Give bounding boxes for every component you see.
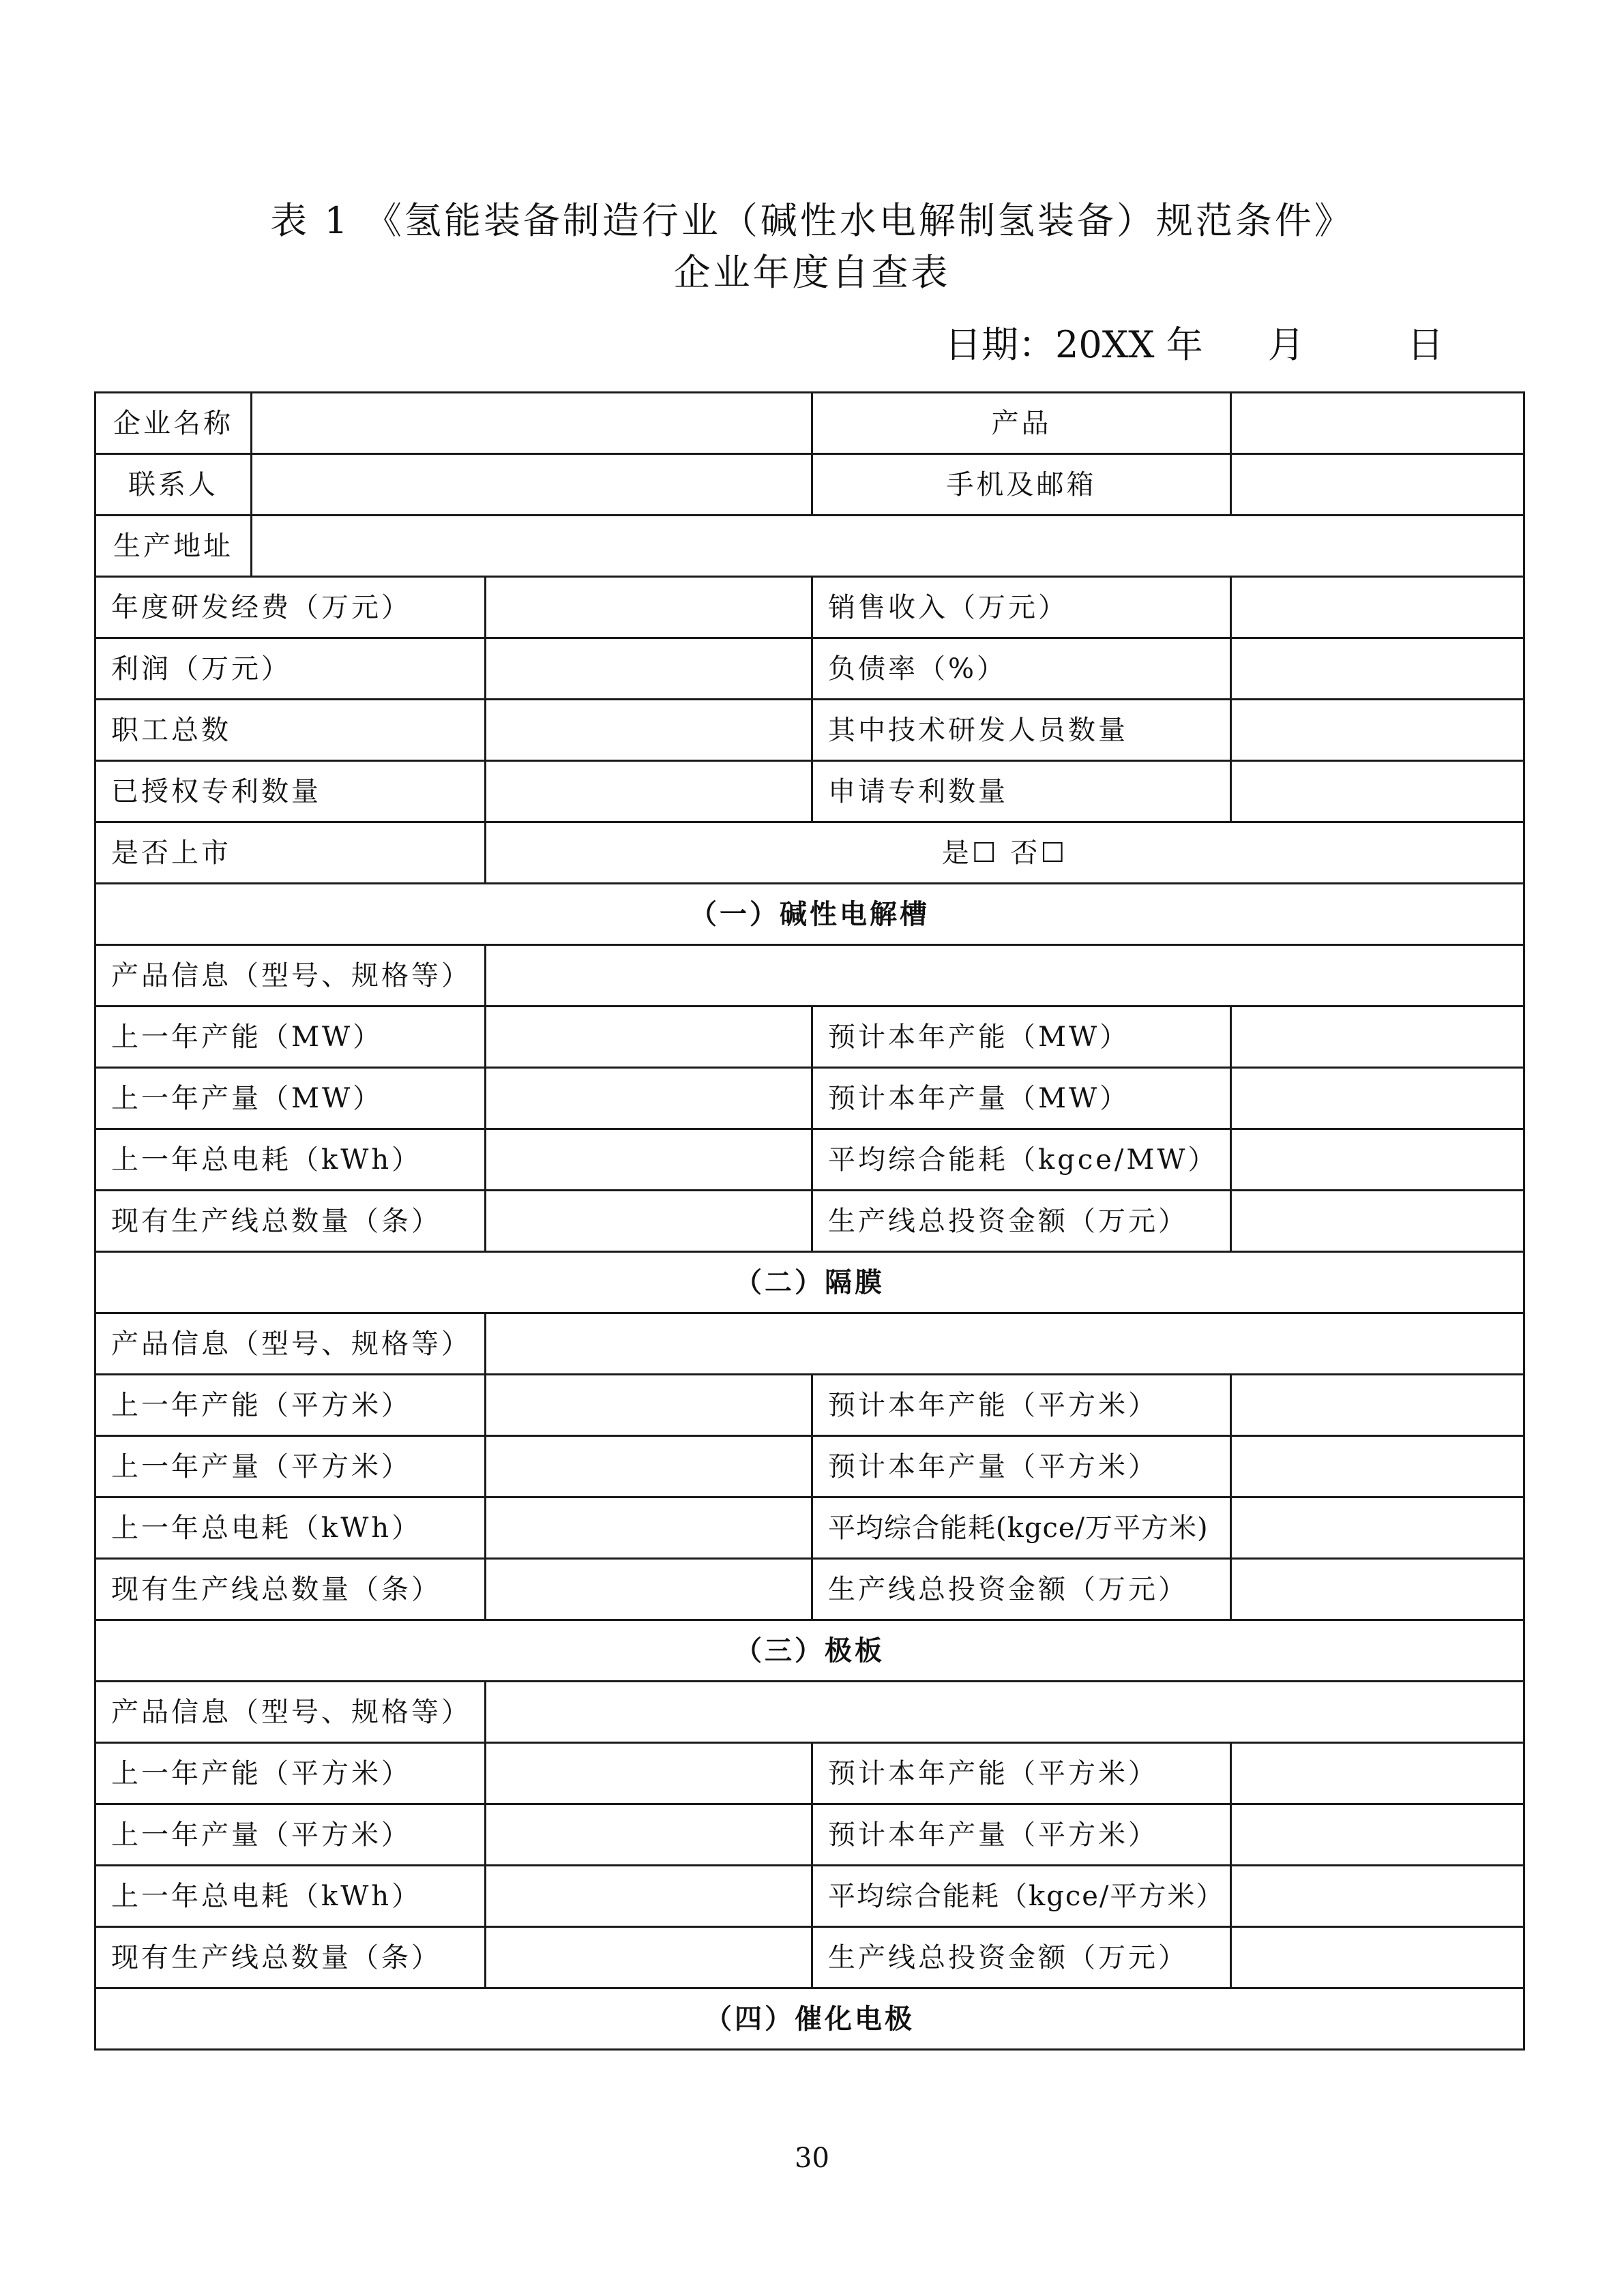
contact-label: 联系人	[95, 454, 252, 516]
table-row	[95, 822, 1524, 884]
row-label-left: 上一年产能（MW）	[95, 1007, 486, 1068]
table-row	[95, 1436, 1524, 1497]
value-field[interactable]	[1231, 1866, 1524, 1927]
table-row	[95, 1497, 1524, 1559]
table-row	[95, 516, 1524, 577]
row-label-right: 预计本年产量（MW）	[812, 1068, 1231, 1129]
address-label: 生产地址	[95, 516, 252, 577]
product-info-field[interactable]	[486, 1313, 1524, 1375]
date-month: 月	[1267, 323, 1305, 366]
section-title: （二）隔膜	[95, 1252, 1524, 1313]
section-title: （一）碱性电解槽	[95, 884, 1524, 945]
table-row	[95, 1743, 1524, 1804]
value-field[interactable]	[1231, 1559, 1524, 1620]
row-label-left: 上一年总电耗（kWh）	[95, 1866, 486, 1927]
table-row	[95, 700, 1524, 761]
value-field[interactable]	[1231, 1068, 1524, 1129]
table-subtitle: 企业年度自查表	[673, 251, 951, 294]
table-row	[95, 454, 1524, 516]
rd-staff-label: 其中技术研发人员数量	[812, 700, 1231, 761]
self-check-table	[94, 391, 1525, 2051]
product-info-field[interactable]	[486, 1682, 1524, 1743]
date-day: 日	[1406, 323, 1444, 366]
company-name-label: 企业名称	[95, 393, 252, 454]
row-label-right: 预计本年产能（平方米）	[812, 1743, 1231, 1804]
rd-expense-label: 年度研发经费（万元）	[95, 577, 486, 638]
row-label-right: 生产线总投资金额（万元）	[812, 1191, 1231, 1252]
row-label-left: 现有生产线总数量（条）	[95, 1559, 486, 1620]
patent-granted-field[interactable]	[486, 761, 812, 822]
value-field[interactable]	[1231, 1804, 1524, 1866]
table-row	[95, 1252, 1524, 1313]
table-row	[95, 1682, 1524, 1743]
patent-granted-label: 已授权专利数量	[95, 761, 486, 822]
sales-label: 销售收入（万元）	[812, 577, 1231, 638]
value-field[interactable]	[1231, 1743, 1524, 1804]
value-field[interactable]	[486, 1007, 812, 1068]
patent-applied-label: 申请专利数量	[812, 761, 1231, 822]
row-label-right: 平均综合能耗（kgce/MW）	[812, 1129, 1231, 1191]
table-row	[95, 1313, 1524, 1375]
staff-total-field[interactable]	[486, 700, 812, 761]
row-label-right: 预计本年产量（平方米）	[812, 1804, 1231, 1866]
table-row	[95, 1375, 1524, 1436]
phone-email-field[interactable]	[1231, 454, 1524, 516]
row-label-right: 预计本年产能（MW）	[812, 1007, 1231, 1068]
profit-label: 利润（万元）	[95, 638, 486, 700]
row-label-left: 上一年总电耗（kWh）	[95, 1129, 486, 1191]
row-label-left: 上一年产能（平方米）	[95, 1743, 486, 1804]
value-field[interactable]	[1231, 1497, 1524, 1559]
value-field[interactable]	[1231, 1375, 1524, 1436]
table-row	[95, 1559, 1524, 1620]
date-line	[945, 323, 1444, 368]
section-title: （三）极板	[95, 1620, 1524, 1682]
product-info-label: 产品信息（型号、规格等）	[95, 1682, 486, 1743]
table-row	[95, 884, 1524, 945]
debt-ratio-field[interactable]	[1231, 638, 1524, 700]
product-info-label: 产品信息（型号、规格等）	[95, 1313, 486, 1375]
product-field[interactable]	[1231, 393, 1524, 454]
row-label-left: 现有生产线总数量（条）	[95, 1927, 486, 1988]
value-field[interactable]	[1231, 1007, 1524, 1068]
rd-expense-field[interactable]	[486, 577, 812, 638]
row-label-right: 平均综合能耗（kgce/平方米）	[812, 1866, 1231, 1927]
table-row	[95, 1927, 1524, 1988]
row-label-left: 上一年总电耗（kWh）	[95, 1497, 486, 1559]
value-field[interactable]	[486, 1191, 812, 1252]
table-title: 表 1 《氢能装备制造行业（碱性水电解制氢装备）规范条件》	[270, 199, 1354, 242]
value-field[interactable]	[486, 1129, 812, 1191]
value-field[interactable]	[486, 1927, 812, 1988]
table-row	[95, 1620, 1524, 1682]
value-field[interactable]	[486, 1743, 812, 1804]
value-field[interactable]	[486, 1436, 812, 1497]
value-field[interactable]	[486, 1559, 812, 1620]
row-label-right: 预计本年产能（平方米）	[812, 1375, 1231, 1436]
debt-ratio-label: 负债率（%）	[812, 638, 1231, 700]
value-field[interactable]	[1231, 1191, 1524, 1252]
table-row	[95, 393, 1524, 454]
product-info-field[interactable]	[486, 945, 1524, 1007]
profit-field[interactable]	[486, 638, 812, 700]
table-row	[95, 638, 1524, 700]
row-label-right: 平均综合能耗(kgce/万平方米)	[812, 1497, 1231, 1559]
address-field[interactable]	[252, 516, 1524, 577]
value-field[interactable]	[486, 1068, 812, 1129]
value-field[interactable]	[1231, 1129, 1524, 1191]
product-info-label: 产品信息（型号、规格等）	[95, 945, 486, 1007]
row-label-right: 生产线总投资金额（万元）	[812, 1559, 1231, 1620]
sales-field[interactable]	[1231, 577, 1524, 638]
value-field[interactable]	[1231, 1436, 1524, 1497]
value-field[interactable]	[486, 1375, 812, 1436]
company-name-field[interactable]	[252, 393, 812, 454]
table-row	[95, 945, 1524, 1007]
row-label-left: 上一年产量（MW）	[95, 1068, 486, 1129]
row-label-left: 现有生产线总数量（条）	[95, 1191, 486, 1252]
value-field[interactable]	[486, 1804, 812, 1866]
row-label-right: 生产线总投资金额（万元）	[812, 1927, 1231, 1988]
phone-email-label: 手机及邮箱	[812, 454, 1231, 516]
product-label: 产品	[812, 393, 1231, 454]
date-prefix: 日期：20XX 年	[945, 323, 1203, 366]
table-row	[95, 577, 1524, 638]
table-row	[95, 1804, 1524, 1866]
table-row	[95, 1129, 1524, 1191]
table-row	[95, 1988, 1524, 2050]
table-row	[95, 1068, 1524, 1129]
section-title: （四）催化电极	[95, 1988, 1524, 2050]
staff-total-label: 职工总数	[95, 700, 486, 761]
row-label-left: 上一年产量（平方米）	[95, 1436, 486, 1497]
value-field[interactable]	[1231, 1927, 1524, 1988]
table-row	[95, 1191, 1524, 1252]
page-number: 30	[795, 2143, 829, 2174]
value-field[interactable]	[486, 1497, 812, 1559]
table-row	[95, 1866, 1524, 1927]
contact-field[interactable]	[252, 454, 812, 516]
row-label-left: 上一年产量（平方米）	[95, 1804, 486, 1866]
table-row	[95, 761, 1524, 822]
rd-staff-field[interactable]	[1231, 700, 1524, 761]
listed-checkboxes[interactable]: 是☐ 否☐	[486, 822, 1524, 884]
table-row	[95, 1007, 1524, 1068]
listed-label: 是否上市	[95, 822, 486, 884]
value-field[interactable]	[486, 1866, 812, 1927]
row-label-left: 上一年产能（平方米）	[95, 1375, 486, 1436]
patent-applied-field[interactable]	[1231, 761, 1524, 822]
row-label-right: 预计本年产量（平方米）	[812, 1436, 1231, 1497]
